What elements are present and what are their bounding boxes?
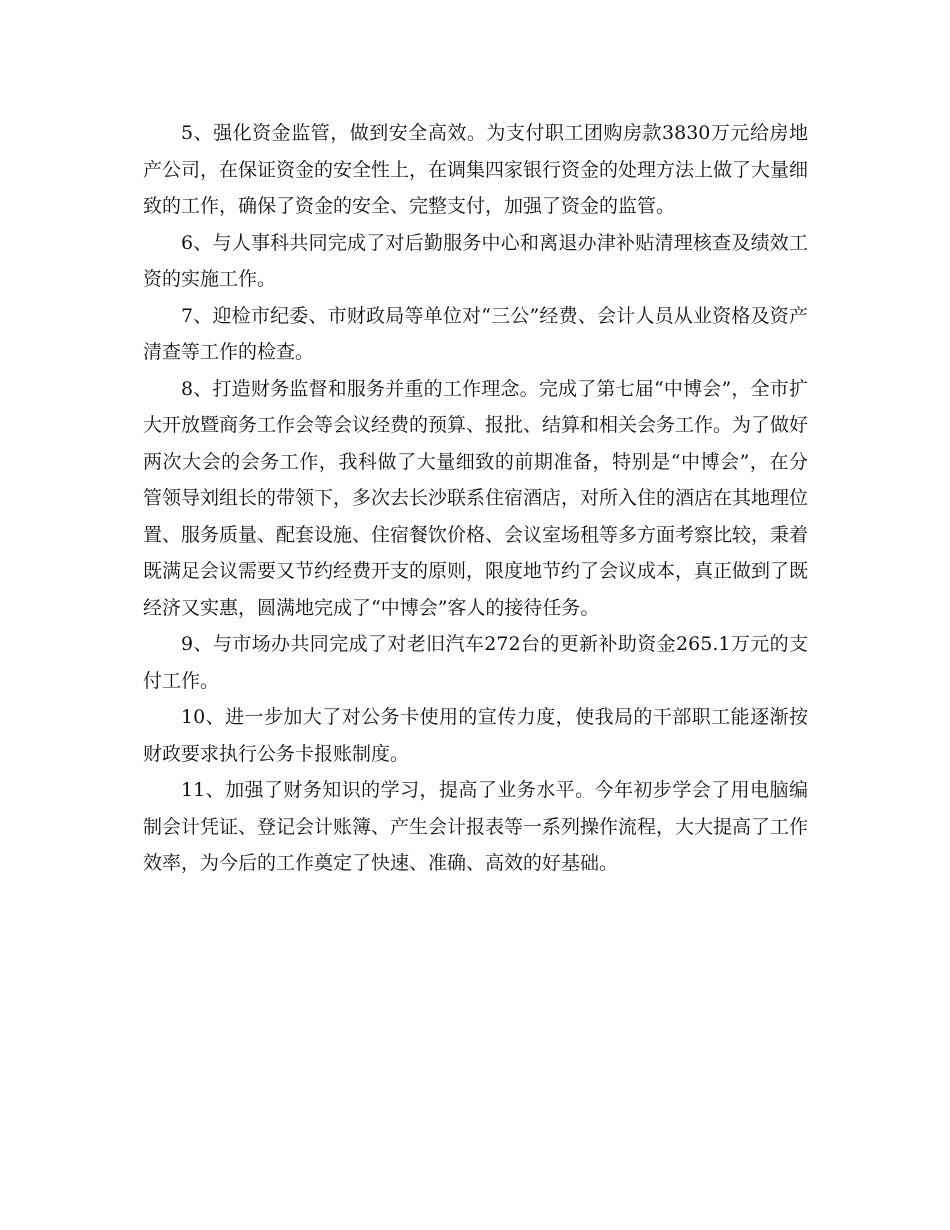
- paragraph-item-10: 10、进一步加大了对公务卡使用的宣传力度，使我局的干部职工能逐渐按财政要求执行公务卡报账制度。: [143, 706, 808, 765]
- paragraph-item-11: 11、加强了财务知识的学习，提高了业务水平。今年初步学会了用电脑编制会计凭证、登记会计账簿、产生会计报表等一系列操作流程，大大提高了工作效率，为今后的工作奠定了快速、准确、高效的好基础。: [143, 779, 809, 874]
- paragraph-item-9: 9、与市场办共同完成了对老旧汽车272台的更新补助资金265.1万元的支付工作。: [143, 633, 808, 692]
- paragraph-item-7: 7、迎检市纪委、市财政局等单位对“三公”经费、会计人员从业资格及资产清查等工作的检查。: [143, 304, 808, 363]
- document-body: [143, 115, 808, 882]
- paragraph-item-8: 8、打造财务监督和服务并重的工作理念。完成了第七届“中博会”，全市扩大开放暨商务工作会等会议经费的预算、报批、结算和相关会务工作。为了做好两次大会的会务工作，我科做了大量细致的前期准备，特别是“中博会”，在分管领导刘组长的带领下，多次去长沙联系住宿酒店，对所入住的酒店在其地理位置、服务质量、配套设施、住宿餐饮价格、会议室场租等多方面考察比较，秉着既满足会议需要又节约经费开支的原则，限度地节约了会议成本，真正做到了既经济又实惠，圆满地完成了“中博会”客人的接待任务。: [143, 377, 809, 619]
- paragraph-item-5: 5、强化资金监管，做到安全高效。为支付职工团购房款3830万元给房地产公司，在保证资金的安全性上，在调集四家银行资金的处理方法上做了大量细致的工作，确保了资金的安全、完整支付，加强了资金的监管。: [143, 122, 809, 217]
- paragraph-item-6: 6、与人事科共同完成了对后勤服务中心和离退办津补贴清理核查及绩效工资的实施工作。: [143, 231, 808, 290]
